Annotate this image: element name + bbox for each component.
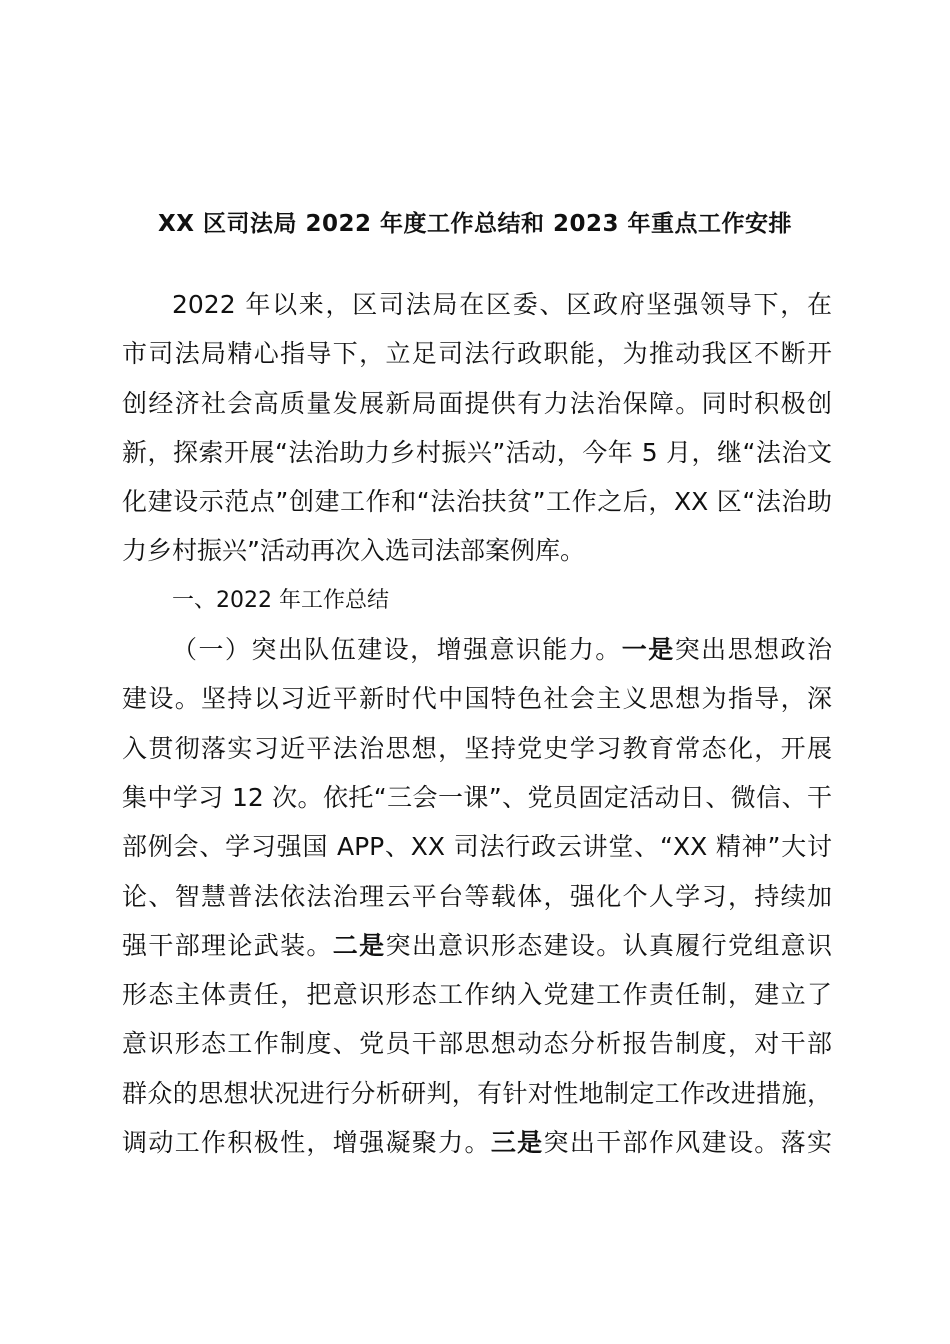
intro-paragraph bbox=[122, 280, 832, 576]
text-line: 市司法局精心指导下，立足司法行政职能，为推动我区不断开 bbox=[122, 339, 832, 369]
text-line: 集中学习 12 次。依托“三会一课”、党员固定活动日、微信、干 bbox=[122, 782, 832, 812]
text-run: 突出意识形态建设。认真履行党组意识 bbox=[385, 930, 832, 960]
text-line: 形态主体责任，把意识形态工作纳入党建工作责任制，建立了 bbox=[122, 980, 832, 1010]
text-line: 力乡村振兴”活动再次入选司法部案例库。 bbox=[122, 536, 585, 566]
text-run: 突出思想政治 bbox=[674, 635, 832, 665]
text-line: 建设。坚持以习近平新时代中国特色社会主义思想为指导，深 bbox=[122, 684, 832, 714]
text-line bbox=[122, 1118, 832, 1167]
subsection-paragraph bbox=[122, 625, 832, 1167]
text-line: 化建设示范点”创建工作和“法治扶贫”工作之后，XX 区“法治助 bbox=[122, 487, 832, 517]
text-run: 调动工作积极性，增强凝聚力。 bbox=[122, 1128, 491, 1158]
text-line bbox=[122, 921, 832, 970]
text-line: 2022 年以来，区司法局在区委、区政府坚强领导下，在 bbox=[172, 290, 832, 319]
subsection-title: （一）突出队伍建设，增强意识能力。 bbox=[172, 635, 622, 665]
text-line: 创经济社会高质量发展新局面提供有力法治保障。同时积极创 bbox=[122, 388, 832, 418]
text-line: 论、智慧普法依法治理云平台等载体，强化个人学习，持续加 bbox=[122, 881, 832, 911]
bold-lead: 三是 bbox=[490, 1128, 544, 1158]
text-line: 群众的思想状况进行分析研判，有针对性地制定工作改进措施， bbox=[122, 1078, 832, 1108]
document-title: XX 区司法局 2022 年度工作总结和 2023 年重点工作安排 bbox=[157, 211, 793, 237]
bold-lead: 二是 bbox=[332, 930, 386, 960]
text-line: 意识形态工作制度、党员干部思想动态分析报告制度，对干部 bbox=[122, 1029, 832, 1059]
text-run: 强干部理论武装。 bbox=[122, 930, 333, 960]
text-run: 突出干部作风建设。落实 bbox=[543, 1128, 832, 1158]
section-heading: 一、2022 年工作总结 bbox=[172, 587, 389, 613]
bold-lead: 一是 bbox=[621, 635, 675, 665]
text-line: 新，探索开展“法治助力乡村振兴”活动，今年 5 月，继“法治文 bbox=[122, 437, 832, 467]
document-body bbox=[122, 280, 832, 1167]
text-line: 部例会、学习强国 APP、XX 司法行政云讲堂、“XX 精神”大讨 bbox=[122, 832, 832, 862]
text-line: 入贯彻落实习近平法治思想，坚持党史学习教育常态化，开展 bbox=[122, 733, 832, 763]
text-line bbox=[122, 625, 832, 674]
